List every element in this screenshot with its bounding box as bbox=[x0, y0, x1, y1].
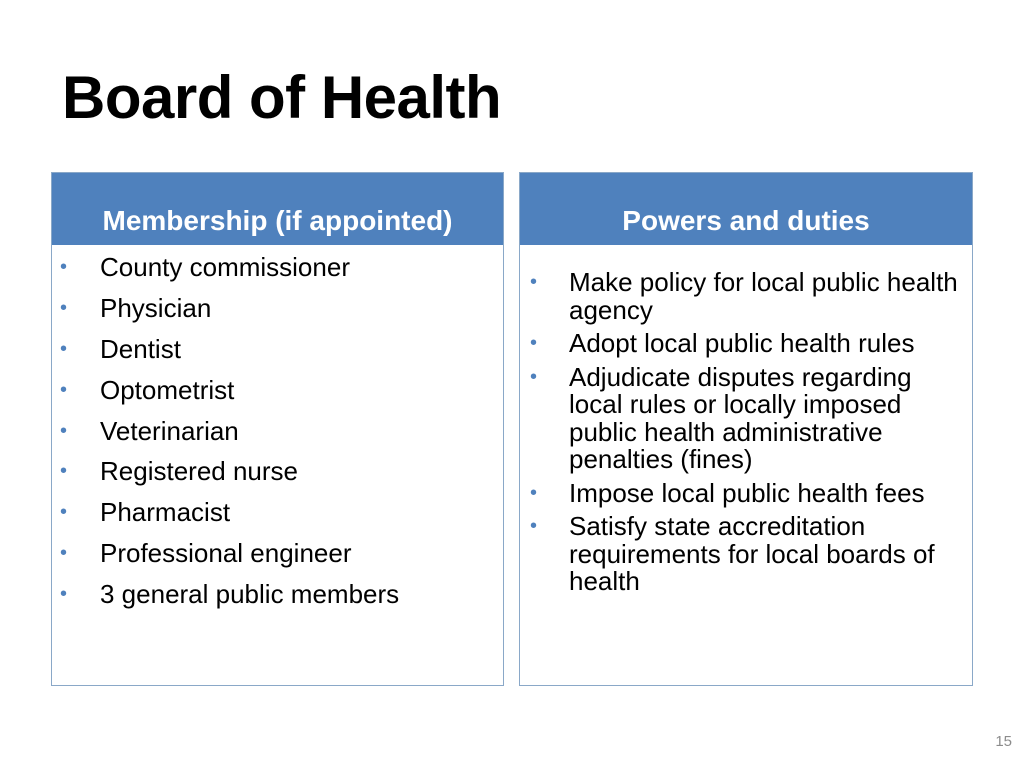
list-item-text: County commissioner bbox=[100, 252, 350, 282]
list-item-text: Make policy for local public health agency bbox=[569, 267, 958, 325]
list-item bbox=[52, 496, 503, 528]
list-item bbox=[520, 269, 972, 324]
bullet-icon: • bbox=[530, 271, 538, 293]
membership-header: Membership (if appointed) bbox=[52, 173, 503, 245]
list-item-text: Veterinarian bbox=[100, 415, 239, 446]
list-item-text: Professional engineer bbox=[100, 538, 352, 569]
list-item bbox=[52, 333, 503, 365]
bullet-icon: • bbox=[60, 296, 68, 319]
list-item-text: Satisfy state accreditation requirements for local boards of health bbox=[569, 511, 935, 596]
list-item bbox=[52, 251, 503, 283]
membership-panel bbox=[51, 172, 504, 686]
list-item-text: Registered nurse bbox=[100, 456, 298, 487]
bullet-icon: • bbox=[60, 337, 68, 360]
bullet-icon: • bbox=[60, 256, 68, 278]
powers-panel bbox=[519, 172, 973, 686]
membership-list bbox=[52, 251, 503, 619]
bullet-icon: • bbox=[530, 365, 538, 388]
list-item bbox=[52, 578, 503, 610]
bullet-icon: • bbox=[530, 481, 538, 504]
bullet-icon: • bbox=[530, 332, 538, 354]
list-item-text: Adjudicate disputes regarding local rules or locally imposed public health administrative penalties (fines) bbox=[569, 361, 912, 474]
list-item-text: 3 general public members bbox=[100, 579, 400, 610]
list-item bbox=[52, 374, 503, 406]
list-item-text: Dentist bbox=[100, 333, 181, 364]
list-item bbox=[520, 513, 972, 596]
bullet-icon: • bbox=[60, 501, 68, 524]
list-item-text: Adopt local public health rules bbox=[569, 328, 915, 358]
bullet-icon: • bbox=[60, 419, 68, 442]
bullet-icon: • bbox=[60, 542, 68, 565]
list-item bbox=[52, 455, 503, 487]
list-item bbox=[52, 292, 503, 324]
list-item bbox=[52, 537, 503, 569]
bullet-icon: • bbox=[60, 378, 68, 401]
slide-title: Board of Health bbox=[62, 64, 502, 131]
list-item-text: Physician bbox=[100, 292, 212, 323]
bullet-icon: • bbox=[60, 583, 68, 606]
powers-header: Powers and duties bbox=[520, 173, 972, 245]
list-item bbox=[520, 477, 972, 508]
list-item-text: Impose local public health fees bbox=[569, 477, 925, 508]
list-item-text: Optometrist bbox=[100, 374, 235, 405]
list-item bbox=[520, 361, 972, 474]
bullet-icon: • bbox=[60, 460, 68, 483]
bullet-icon: • bbox=[530, 515, 538, 537]
powers-list bbox=[520, 269, 972, 602]
list-item bbox=[52, 415, 503, 447]
page-number: 15 bbox=[995, 733, 1012, 750]
list-item-text: Pharmacist bbox=[100, 497, 231, 528]
list-item bbox=[520, 330, 972, 358]
